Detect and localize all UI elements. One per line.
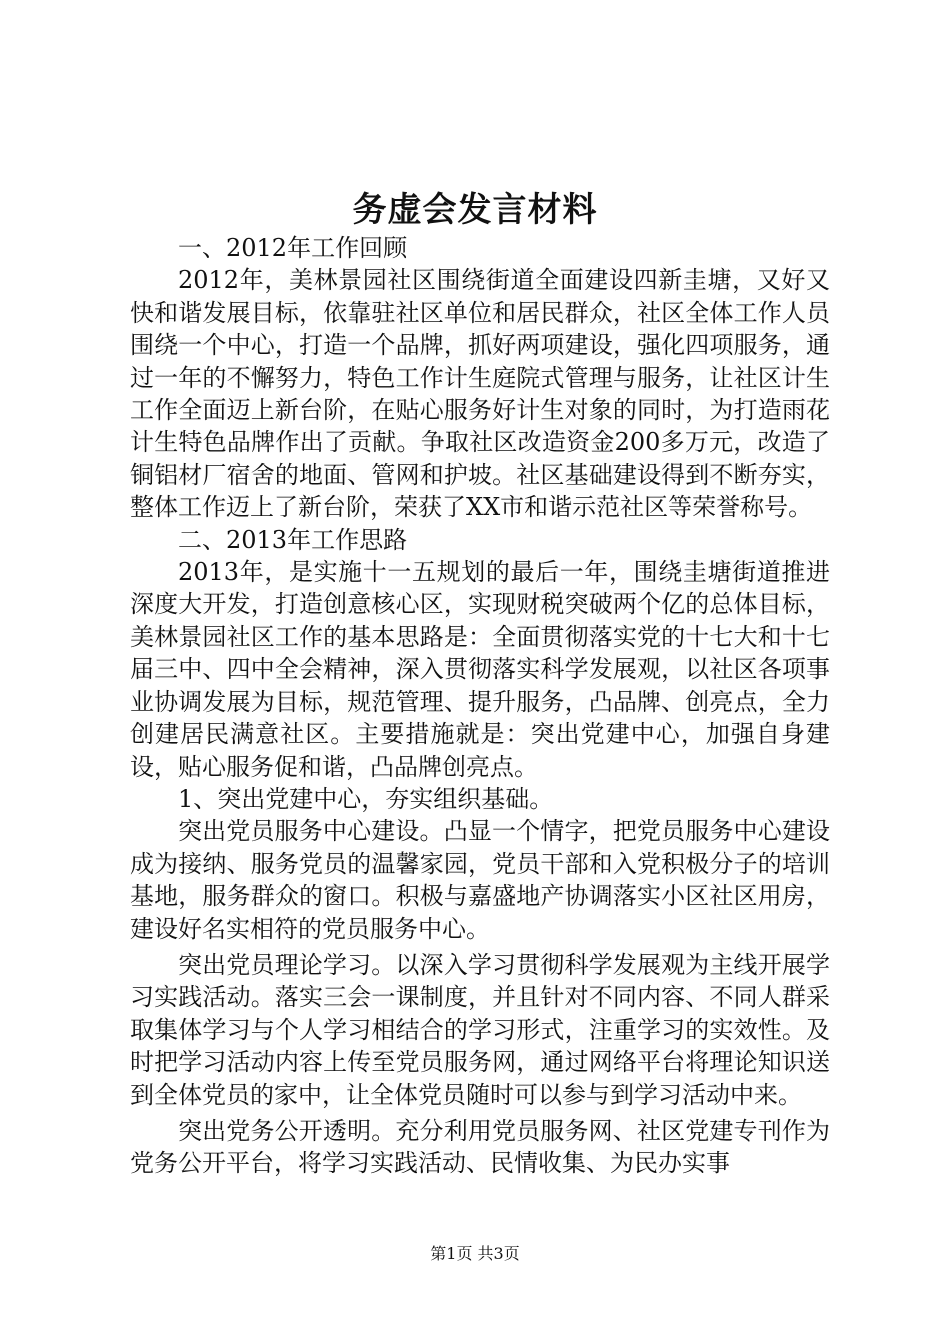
paragraph-2012-summary: 2012年，美林景园社区围绕街道全面建设四新圭塘，又好又快和谐发展目标，依靠驻社区单位和居民群众，社区全体工作人员围绕一个中心，打造一个品牌，抓好两项建设，强化四项服务，通过一年的不懈努力，特色工作计生庭院式管理与服务，让社区计生工作全面迈上新台阶，在贴心服务好计生对象的同时，为打造雨花计生特色品牌作出了贡献。争取社区改造资金200多万元，改造了铜铝材厂宿舍的地面、管网和护坡。社区基础建设得到不断夯实，整体工作迈上了新台阶，荣获了XX市和谐示范社区等荣誉称号。 <box>130 266 830 522</box>
section-heading-2012-review: 一、2012年工作回顾 <box>178 234 408 262</box>
document-title: 务虚会发言材料 <box>352 190 598 230</box>
page-footer: 第1页 共3页 <box>430 1244 520 1263</box>
paragraph-theory-study: 突出党员理论学习。以深入学习贯彻科学发展观为主线开展学习实践活动。落实三会一课制度，并且针对不同内容、不同人群采取集体学习与个人学习相结合的学习形式，注重学习的实效性。及时把学习活动内容上传至党员服务网，通过网络平台将理论知识送到全体党员的家中，让全体党员随时可以参与到学习活动中来。 <box>130 950 830 1109</box>
section-heading-2013-plan: 二、2013年工作思路 <box>178 525 408 554</box>
paragraph-transparency: 突出党务公开透明。充分利用党员服务网、社区党建专刊作为党务公开平台，将学习实践活动、民情收集、为民办实事 <box>130 1116 830 1178</box>
paragraph-service-center: 突出党员服务中心建设。凸显一个情字，把党员服务中心建设成为接纳、服务党员的温馨家园，党员干部和入党积极分子的培训基地，服务群众的窗口。积极与嘉盛地产协调落实小区社区用房，建设好名实相符的党员服务中心。 <box>130 817 830 943</box>
document-body <box>130 232 830 1180</box>
subheading-party-building: 1、突出党建中心，夯实组织基础。 <box>178 784 554 813</box>
paragraph-2013-plan: 2013年，是实施十一五规划的最后一年，围绕圭塘街道推进深度大开发，打造创意核心区，实现财税突破两个亿的总体目标，美林景园社区工作的基本思路是：全面贯彻落实党的十七大和十七届三中、四中全会精神，深入贯彻落实科学发展观，以社区各项事业协调发展为目标，规范管理、提升服务，凸品牌、创亮点，全力创建居民满意社区。主要措施就是：突出党建中心，加强自身建设，贴心服务促和谐，凸品牌创亮点。 <box>130 558 830 781</box>
